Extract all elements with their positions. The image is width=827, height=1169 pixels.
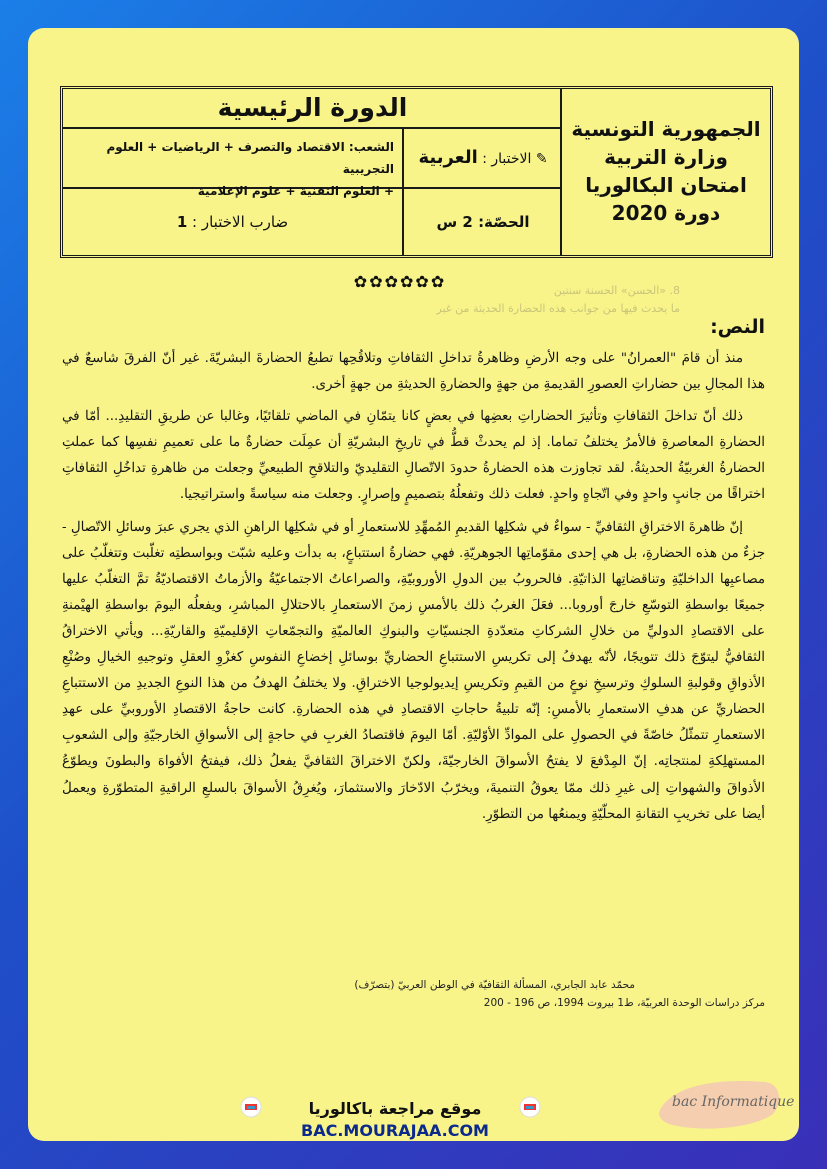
subject-cell xyxy=(402,129,562,187)
exam-label: امتحان البكالوريا xyxy=(585,173,747,197)
coefficient-cell xyxy=(63,189,402,255)
book-logo-icon xyxy=(519,1096,541,1118)
site-url: BAC.MOURAJAA.COM xyxy=(301,1121,489,1140)
paragraph-2: ذلك أنّ تداخلَ الثقافاتِ وتأثيرَ الحضاراتِ بعضِها في بعضٍ كانا يتمّانِ في الماضي تلقائيًا، وغالبا عن طريقِ التقليدِ... أمّا في الحضارةِ المعاصرةِ فالأمرُ يختلفُ تماما. إذ لم يحدثْ قطُّ في تاريخِ البشريّةِ أن عمِلَت حضارةٌ ما على تعميمِ نفسِها كما عملتِ الحضارةُ الغربيّةُ الحديثةُ. لقد تجاوزت هذه الحضارةُ حدودَ الاتّصالِ التقليديّ والتلاقحِ الطبيعيِّ وجعلت من ظاهرةِ تداخُلِ الثقافاتِ اختراقًا من جانبٍ واحدٍ وفي اتّجاهٍ واحدٍ. فعلت ذلك وتفعلُهُ بتصميمٍ وإصرارٍ. وجعلت منه سياسةً واستراتيجيا. xyxy=(62,409,765,503)
duration-row xyxy=(63,189,562,255)
bleed-through-text xyxy=(420,282,680,318)
source-citation xyxy=(62,976,765,1012)
branches-cell xyxy=(63,129,402,198)
branches-line-1: الشعب: الاقتصاد والتصرف + الرياضيات + العلوم التجريبية xyxy=(106,140,394,176)
duration-cell xyxy=(402,189,562,255)
text-heading: النص: xyxy=(710,316,765,338)
pen-icon: ✎ xyxy=(535,151,548,167)
passage xyxy=(62,346,765,834)
coefficient-label: ضارب الاختبار : xyxy=(192,213,289,231)
site-link[interactable] xyxy=(290,1098,500,1142)
star-divider: ✿✿✿✿✿✿ xyxy=(353,272,447,291)
subject-row xyxy=(63,129,562,198)
ministry-label: وزارة التربية xyxy=(604,145,728,169)
duration-label: الحصّة: xyxy=(478,213,530,231)
paragraph-1: منذ أن قامَ "العمرانُ" على وجه الأرضِ وظاهرةُ تداخلِ الثقافاتِ وتلاقُحِها تطبعُ الحضارةَ البشريّةَ. غير أنّ الفرقَ شاسعٌ في هذا المجالِ بين حضاراتِ العصورِ القديمةِ من جهةٍ والحضارةِ الحديثةِ من جهةٍ أخرى. xyxy=(62,351,765,393)
branches-line-2: + العلوم التقنية + علوم الإعلامية xyxy=(197,184,394,198)
coefficient-value: 1 xyxy=(176,213,188,231)
source-publisher: مركز دراسات الوحدة العربيّة، ط1 بيروت 1994، ص 196 - 200 xyxy=(483,997,765,1009)
session-title: الدورة الرئيسية xyxy=(63,89,562,129)
duration-value: 2 س xyxy=(436,213,473,231)
republic-label: الجمهورية التونسية xyxy=(571,117,761,141)
book-logo-icon xyxy=(240,1096,262,1118)
institution-block xyxy=(560,89,770,255)
site-name: موقع مراجعة باكالوريا xyxy=(308,1099,482,1118)
subject-value: العربية xyxy=(418,147,478,168)
source-author: محمّد عابد الجابري، المسألة الثقافيّة في الوطن العربيّ (بتصرّف) xyxy=(354,979,635,991)
exam-info-grid xyxy=(63,89,562,255)
paragraph-3: إنّ ظاهرةَ الاختراقِ الثقافيِّ - سواءٌ في شكلِها القديمِ المُمهِّدِ للاستعمارِ أو في شكلِها الراهنِ الذي يجري عبرَ وسائلِ الاتّصالِ - جزءٌ من هذه الحضارةِ، بل هي إحدى مقوّماتِها الجوهريّةِ. فهي حضارةُ استتباعٍ، به بدأت وعليه شبّت وبواسطتِه تغلّبت وتتغلّبُ على مصاعبِها الداخليّةِ وتناقضاتِها الذاتيّةِ. فالحروبُ بين الدولِ الأوروبيّةِ، والصراعاتُ الاجتماعيّةُ والأزماتُ الاقتصاديّةُ تمَّ التغلّبُ عليها جميعًا بواسطةِ التوسّعِ خارجَ أوروبا... فعَلَ الغربُ ذلك بالأمسِ زمنَ الاستعمارِ بالاحتلالِ المباشرِ، ويفعلُه اليومَ بواسطةِ الهيْمنةِ على الاقتصادِ الدوليِّ من خلالِ الشركاتِ متعدّدةِ الجنسيّاتِ والبنوكِ العالميّةِ والتجمّعاتِ الإقليميّةِ والقاريّةِ... ويأتي الاختراقُ الثقافيُّ ليتوّجَ ذلك تتويجًا، لأنّه يهدفُ إلى تكريسِ الاستتباعِ الحضاريِّ بوسائلِ إخضاعِ النفوسِ كغزْوِ العقلِ وتوجيهِ الخيالِ وصُنْعِ الأذواقِ وقولبةِ السلوكِ وترسيخِ نوعٍ من القيمِ وتكريسِ إيديولوجيا الاختراقِ. ولا يختلفُ الهدفُ من هذا النوعِ الجديدِ من الاستتباعِ الحضاريِّ عن هدفِ الاستعمارِ بالأمسِ: إنّه تلبيةُ حاجاتِ الاقتصادِ في هذه الحضارةِ. كانت حاجةُ الاقتصادِ الأوروبيِّ على عهدِ الاستعمارِ تتمثّلُ خاصّةً في الحصولِ على الموادِّ الأوّليّةِ. أمّا اليومَ فاقتصادُ الغربِ في حاجةٍ إلى الأسواقِ الخارجيّةِ وإلى الشعوبِ المستهلِكةِ لمنتجاتِه. إنّ المِدْفعَ لا يفتحُ الأسواقَ الخارجيّةَ، ولكنّ الاختراقَ الثقافيَّ يفعلُ ذلك، فيفتحُ الأفواهَ والبطونَ ويطوّعُ الأذواقَ والشهواتِ إلى غيرِ ذلك ممّا يعوقُ التنميةَ، ويخرّبُ الادّخارَ والاستثمارَ، ويُغرِقُ الأسواقَ بالسلعِ الراقيةِ المتطوّرةِ ويعملُ أيضا على تخريبِ التقانةِ المحلّيّةِ ويمنعُها من التطوّرِ. xyxy=(62,519,765,822)
exam-header xyxy=(60,86,773,258)
subject-label: الاختبار : xyxy=(482,151,532,167)
session-year: دورة 2020 xyxy=(611,201,721,225)
stamp-label: bac Informatique xyxy=(672,1094,795,1110)
bleed-line-1: 8. «الحسن» الحسنة سنتين xyxy=(553,284,680,297)
bleed-line-2: ما يحدث فيها من جوانب هذه الحضارة الحديثة من غير xyxy=(436,302,680,315)
